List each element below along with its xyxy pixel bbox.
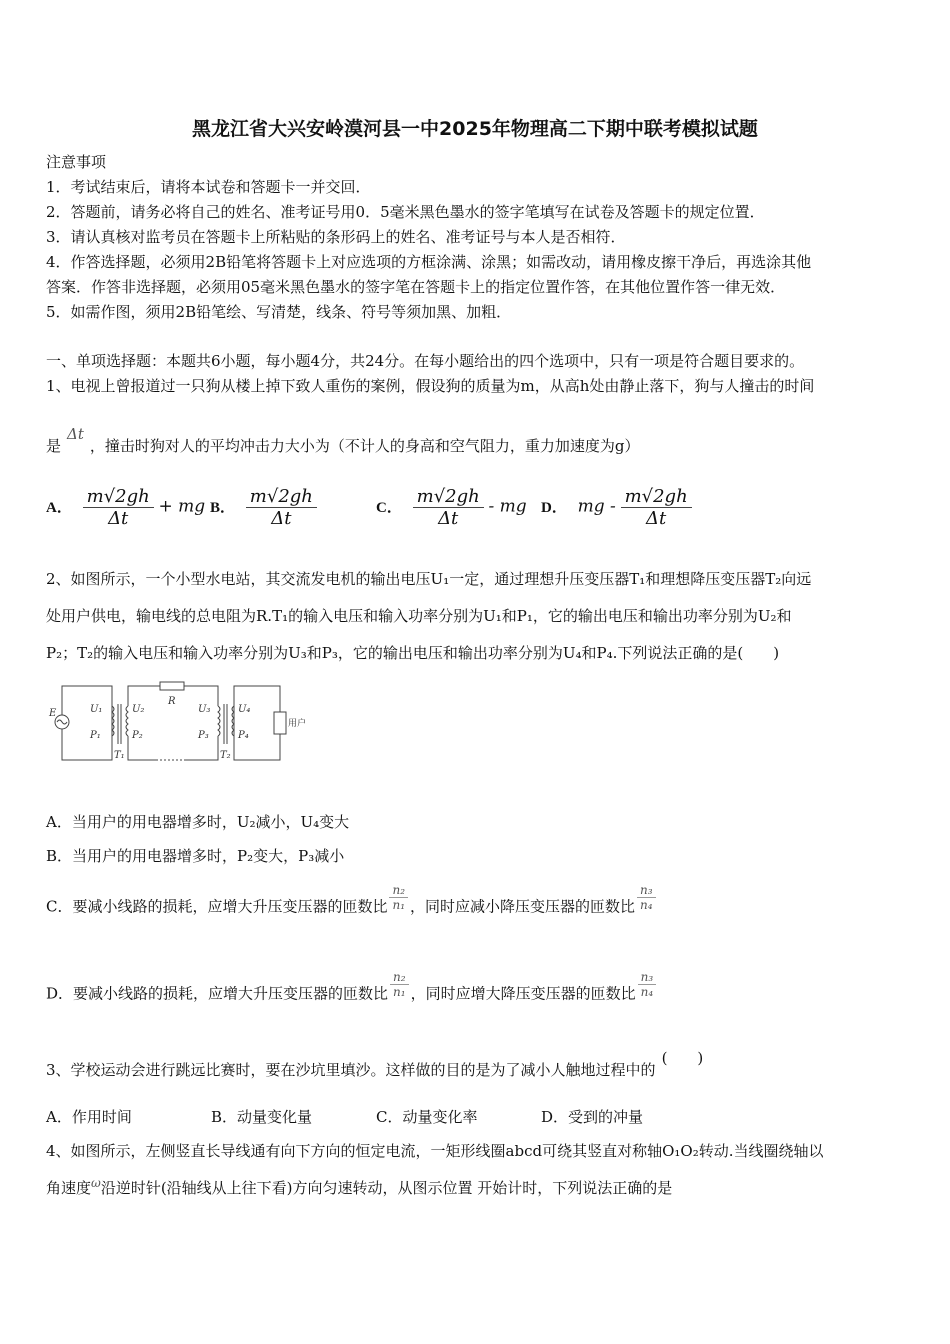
denominator: n₄ [640,985,654,999]
formula-fraction [413,486,484,529]
option-label: D． [541,499,567,516]
q4-stem-pre: 角速度 [46,1179,92,1197]
q3-option-c[interactable]: C．动量变化率 [376,1108,478,1126]
denominator: n₁ [392,898,406,912]
q2-stem-line2: 处用户供电，输电线的总电阻为R.T₁的输入电压和输入功率分别为U₁和P₁，它的输出电压和输出功率分别为U₂和 [46,607,792,625]
q2-option-b[interactable]: B．当用户的用电器增多时，P₂变大，P₃减小 [46,847,345,865]
formula-fraction [246,486,317,529]
q1-option-d[interactable] [541,486,692,529]
formula-fraction [621,486,692,529]
numerator: n₃ [638,970,657,985]
q3-stem [46,1049,704,1080]
q3-option-b[interactable]: B．动量变化量 [211,1108,313,1126]
q2-option-a[interactable]: A．当用户的用电器增多时，U₂减小，U₄变大 [46,813,350,831]
label-U3: U₃ [198,704,211,715]
q1-stem-pre: 是 [46,437,62,455]
formula-fraction [83,486,154,529]
denominator: Δt [108,508,129,529]
q4-stem-line1: 4、如图所示，左侧竖直长导线通有向下方向的恒定电流，一矩形线圈abcd可绕其竖直对称轴O₁O₂转动.当线圈绕轴以 [46,1142,824,1160]
label-T2: T₂ [220,750,231,761]
notice-item: 2．答题前，请务必将自己的姓名、准考证号用0．5毫米黑色墨水的签字笔填写在试卷及答题卡的规定位置． [46,203,765,221]
label-R: R [168,696,176,707]
denominator: Δt [271,508,292,529]
q1-stem-line2 [46,425,640,456]
q1-option-a[interactable] [46,486,205,529]
numerator: m√2gh [246,486,317,508]
ratio-n2-n1 [390,970,409,999]
label-U4: U₄ [238,704,251,715]
notice-item: 4．作答选择题，必须用2B铅笔将答题卡上对应选项的方框涂满、涂黑；如需改动，请用橡皮擦干净后，再选涂其他 [46,253,812,271]
q2-option-d[interactable] [46,970,658,1009]
label-U1: U₁ [90,704,103,715]
option-text: ，同时应增大降压变压器的匝数比 [410,984,636,1003]
label-user: 用户 [288,719,307,729]
q2-option-c[interactable] [46,883,658,922]
numerator: m√2gh [621,486,692,508]
formula-suffix: - mg [488,496,527,517]
omega-symbol: ω [91,1176,101,1190]
page-title: 黑龙江省大兴安岭漠河县一中2025年物理高二下期中联考模拟试题 [192,118,758,140]
q3-stem-text: 3、学校运动会进行跳远比赛时，要在沙坑里填沙。这样做的目的是为了减小人触地过程中的 [46,1061,656,1079]
denominator: Δt [438,508,459,529]
q1-option-b[interactable] [210,486,317,529]
denominator: n₁ [393,985,406,999]
numerator: m√2gh [413,486,484,508]
notice-item: 1．考试结束后，请将本试卷和答题卡一并交回． [46,178,371,196]
label-P2: P₂ [132,730,143,741]
notice-item: 答案．作答非选择题，必须用05毫米黑色墨水的签字笔在答题卡上的指定位置作答，在其他位置作答一律无效． [46,278,786,296]
numerator: n₂ [390,970,409,985]
label-P1: P₁ [90,730,101,741]
option-text: D．要减小线路的损耗，应增大升压变压器的匝数比 [46,984,389,1003]
label-P4: P₄ [238,730,249,741]
notice-item: 5．如需作图，须用2B铅笔绘、写清楚，线条、符号等须加黑、加粗． [46,303,512,321]
q3-option-a[interactable]: A．作用时间 [46,1108,132,1126]
answer-paren: ( ) [661,1049,704,1067]
numerator: n₂ [389,883,408,898]
q4-stem-post: 沿逆时针(沿轴线从上往下看)方向匀速转动，从图示位置 开始计时，下列说法正确的是 [100,1179,673,1197]
denominator: n₄ [640,898,653,912]
q1-stem-post: ，撞击时狗对人的平均冲击力大小为（不计人的身高和空气阻力，重力加速度为g） [89,437,640,455]
label-E: E [49,708,57,719]
option-label: A． [46,499,72,516]
q1-stem-line1: 1、电视上曾报道过一只狗从楼上掉下致人重伤的案例，假设狗的质量为m，从高h处由静止落下，狗与人撞击的时间 [46,377,815,395]
numerator: m√2gh [83,486,154,508]
option-label: B． [210,499,236,516]
label-P3: P₃ [198,730,209,741]
formula-prefix: mg - [577,496,616,517]
option-label: C． [376,499,402,516]
q1-dt: Δt [67,425,84,443]
ratio-n2-n1 [389,883,408,912]
denominator: Δt [646,508,667,529]
q2-stem-line1: 2、如图所示，一个小型水电站，其交流发电机的输出电压U₁一定，通过理想升压变压器T₁和理想降压变压器T₂向远 [46,570,812,588]
numerator: n₃ [637,883,656,898]
label-T1: T₁ [114,750,125,761]
label-U2: U₂ [132,704,145,715]
option-text: ，同时应减小降压变压器的匝数比 [410,897,636,916]
transformer-circuit-diagram [46,676,326,768]
notice-item: 3．请认真核对监考员在答题卡上所粘贴的条形码上的姓名、准考证号与本人是否相符． [46,228,626,246]
q3-option-d[interactable]: D．受到的冲量 [541,1108,644,1126]
section-heading: 一、单项选择题：本题共6小题，每小题4分，共24分。在每小题给出的四个选项中，只有一项是符合题目要求的。 [46,352,805,370]
formula-suffix: + mg [158,496,206,517]
notice-heading: 注意事项 [46,153,107,171]
q2-stem-line3: P₂；T₂的输入电压和输入功率分别为U₃和P₃，它的输出电压和输出功率分别为U₄和P₄.下列说法正确的是( ) [46,644,780,662]
ratio-n3-n4 [638,970,657,999]
q4-stem-line2 [46,1178,672,1199]
ratio-n3-n4 [637,883,656,912]
option-text: C．要减小线路的损耗，应增大升压变压器的匝数比 [46,897,388,916]
q1-option-c[interactable] [376,486,527,529]
